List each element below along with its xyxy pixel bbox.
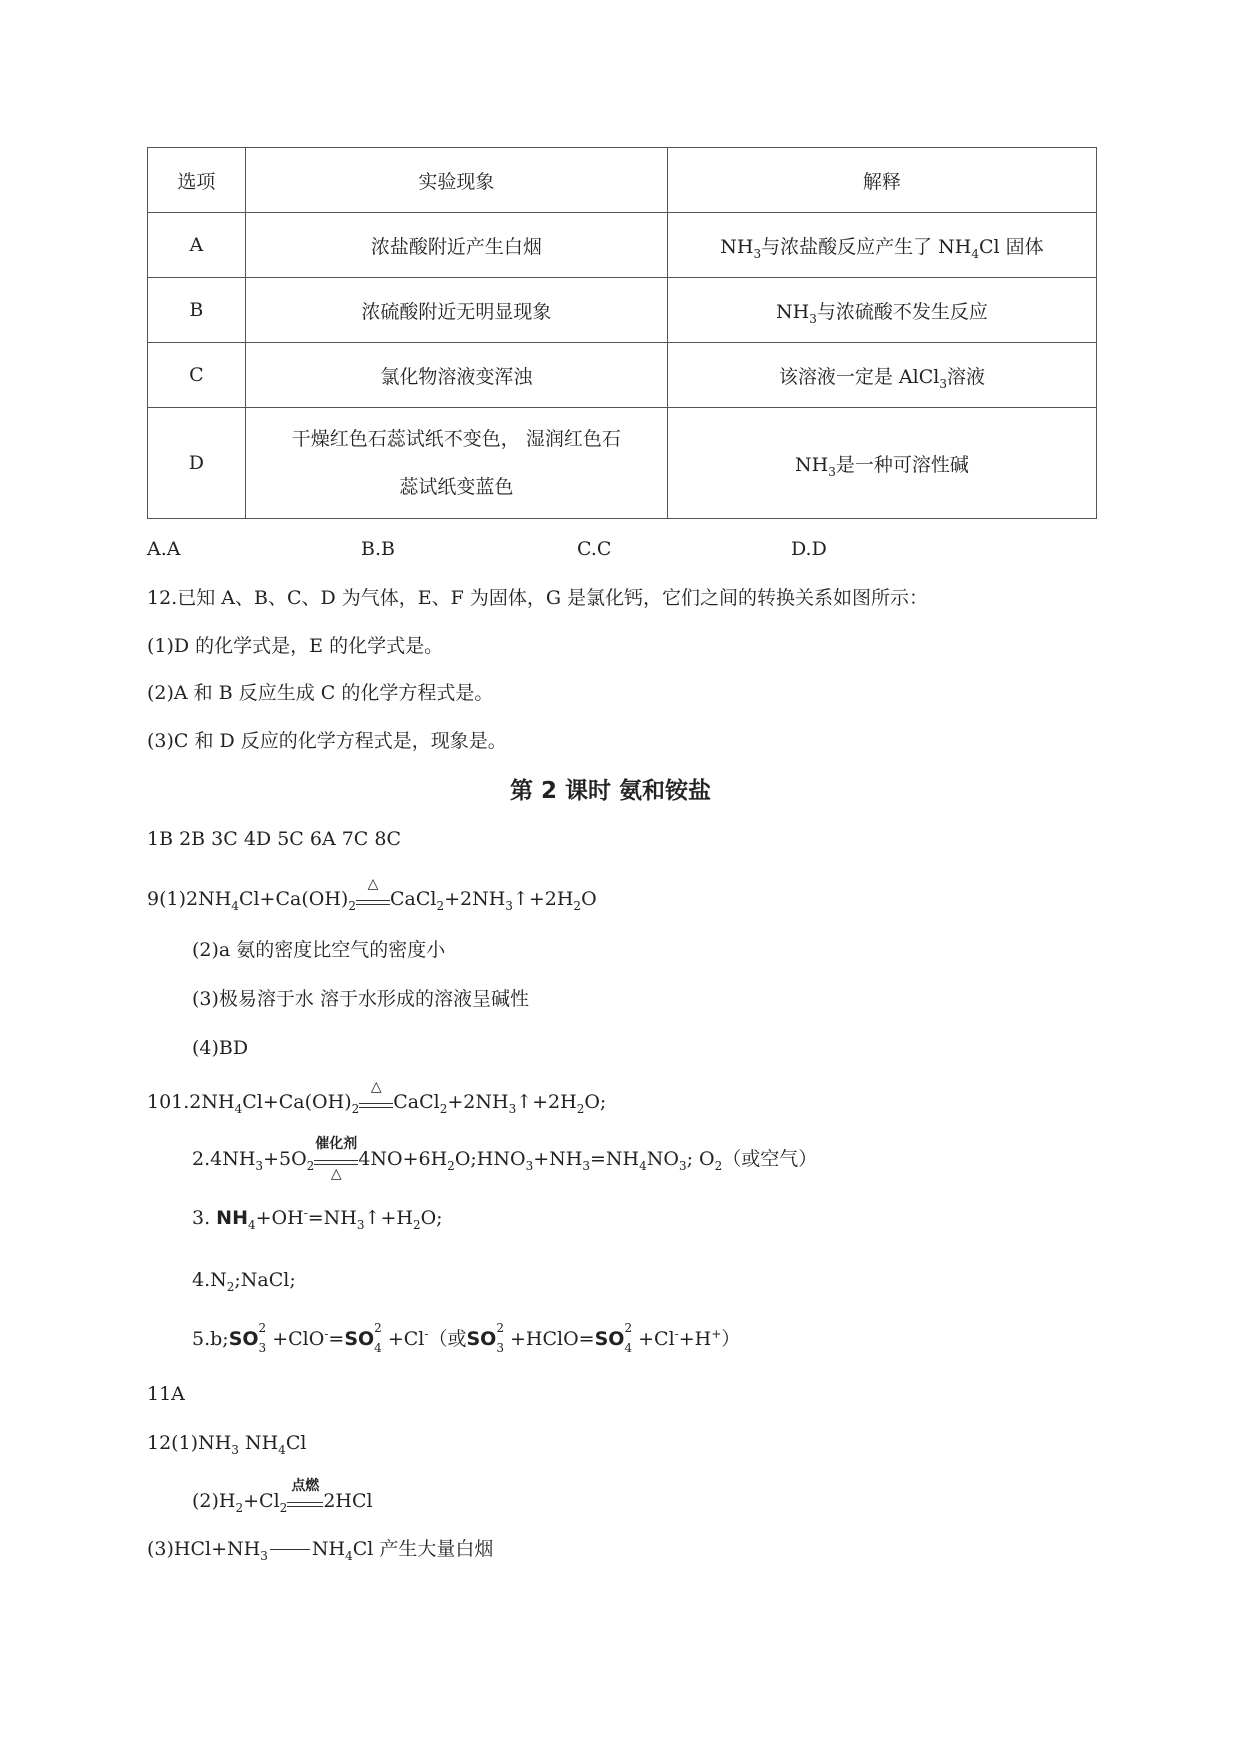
explanation-cell: $NH_3$与浓盐酸反应产生了 $NH_4Cl$ 固体: [667, 213, 1096, 278]
phenomenon-cell: 氯化物溶液变浑浊: [245, 343, 667, 408]
table-row: [148, 278, 1097, 343]
explanation-cell: $NH_3$与浓硫酸不发生反应: [667, 278, 1096, 343]
answer-10-3: 3. $NH_4+OH^-=NH_3↑+H_2O$;: [192, 1206, 443, 1232]
choice-d: D.D: [791, 538, 827, 560]
explanation-cell: $NH_3$是一种可溶性碱: [667, 408, 1096, 519]
option-cell: A: [148, 213, 246, 278]
q12-stem: 12.已知 A、B、C、D 为气体，E、F 为固体，G 是氯化钙，它们之间的转换关系如图所示：: [147, 587, 929, 609]
q12-part3: (3)C 和 D 反应的化学方程式是，现象是。: [147, 730, 507, 752]
section-title: 第 2 课时 氨和铵盐: [510, 778, 712, 804]
options-table: [147, 147, 1097, 519]
answer-9-2: (2)a 氨的密度比空气的密度小: [192, 939, 446, 961]
header-phenomenon: 实验现象: [245, 148, 667, 213]
answer-11: 11A: [147, 1383, 185, 1405]
heat-condition-sign: △: [359, 1088, 393, 1110]
option-cell: C: [148, 343, 246, 408]
choice-a: A.A: [147, 538, 181, 560]
phenomenon-cell: 干燥红色石蕊试纸不变色， 湿润红色石 蕊试纸变蓝色: [245, 408, 667, 519]
explanation-cell: 该溶液一定是 AlCl$_3$溶液: [667, 343, 1096, 408]
ignite-condition-sign: 点燃: [287, 1487, 323, 1509]
answer-9-1: $9(1)2NH_4Cl+Ca(OH)_2$ △ $CaCl_2+2NH_3↑+2H_2O$: [147, 876, 597, 913]
answer-12-2: $(2)H_2+Cl_2$ 点燃 2HCl: [192, 1478, 373, 1515]
header-option: 选项: [148, 148, 246, 213]
choice-b: B.B: [361, 538, 395, 560]
answer-12-1: $12(1)NH_3$ $NH_4Cl$: [147, 1432, 307, 1457]
table-row: [148, 408, 1097, 519]
table-header-row: [148, 148, 1097, 213]
phenomenon-cell: 浓盐酸附近产生白烟: [245, 213, 667, 278]
choice-c: C.C: [577, 538, 612, 560]
header-explanation: 解释: [667, 148, 1096, 213]
answers-mc: 1B 2B 3C 4D 5C 6A 7C 8C: [147, 828, 402, 850]
q12-part1: (1)D 的化学式是，E 的化学式是。: [147, 635, 444, 657]
answer-12-3: $(3)HCl+NH_3$ $NH_4Cl$ 产生大量白烟: [147, 1538, 494, 1563]
q12-part2: (2)A 和 B 反应生成 C 的化学方程式是。: [147, 682, 494, 704]
table-row: [148, 213, 1097, 278]
heat-condition-sign: △: [356, 885, 390, 907]
answer-10-5: 5.b;SO 2 $_3$ +ClO-=SO 2 $_4$ +Cl-（或SO 2 $_3$ +HClO=SO 2 $_4$ +Cl-+H+）: [192, 1321, 741, 1355]
answer-10-1: $101.2NH_4Cl+Ca(OH)_2$ △ $CaCl_2+2NH_3↑+2H_2O$;: [147, 1079, 607, 1116]
answer-9-3: (3)极易溶于水 溶于水形成的溶液呈碱性: [192, 988, 529, 1010]
catalyst-condition-sign: 催化剂 △: [315, 1136, 358, 1182]
phenomenon-cell: 浓硫酸附近无明显现象: [245, 278, 667, 343]
answer-10-4: $4.N_2;NaCl$;: [192, 1269, 296, 1294]
option-cell: B: [148, 278, 246, 343]
table-row: [148, 343, 1097, 408]
answer-10-2: $2.4NH_3+5O_2$ 催化剂 △ $4NO+6H_2O;HNO_3+NH_3=NH_4NO_3$; $O_2$（或空气）: [192, 1136, 818, 1182]
equals-bar: [270, 1549, 310, 1550]
option-cell: D: [148, 408, 246, 519]
answer-9-4: (4)BD: [192, 1037, 249, 1059]
